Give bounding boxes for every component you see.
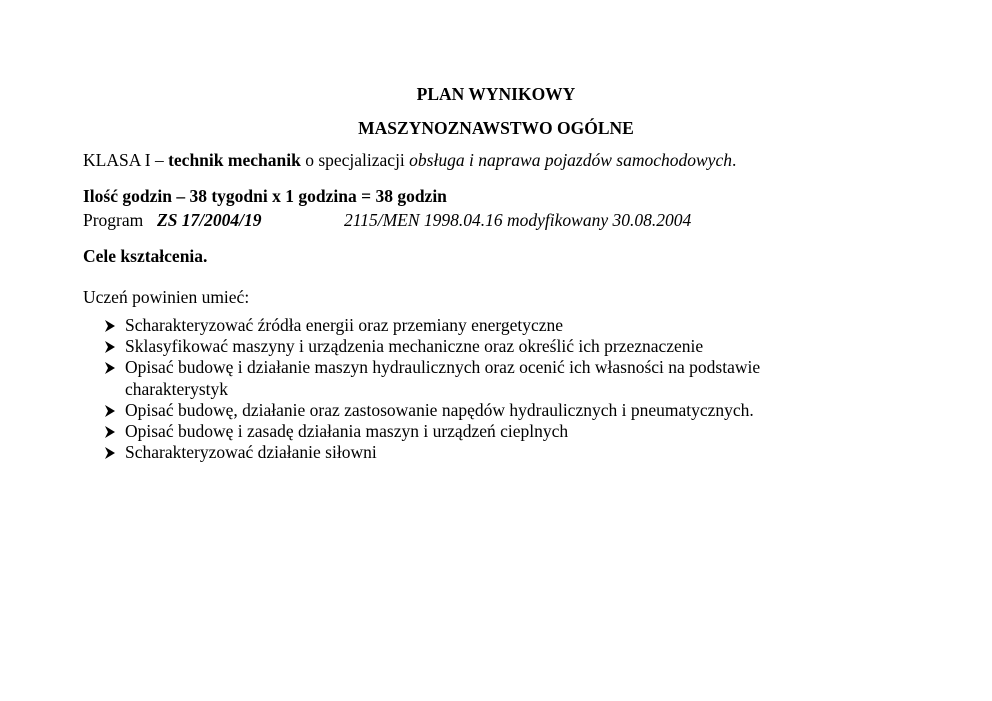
class-specialization: obsługa i naprawa pojazdów samochodowych: [409, 150, 732, 170]
list-item: [104, 421, 844, 442]
arrowhead-bullet-icon: [104, 315, 120, 336]
list-item: [104, 400, 844, 421]
goal-text: Scharakteryzować źródła energii oraz przemiany energetyczne: [125, 315, 564, 335]
class-middle: o specjalizacji: [300, 150, 410, 170]
arrowhead-bullet-icon: [104, 421, 120, 442]
program-label: Program: [83, 210, 144, 230]
list-item: [104, 336, 844, 357]
arrowhead-bullet-icon: [104, 336, 120, 357]
arrowhead-bullet-icon: [104, 357, 120, 378]
arrowhead-bullet-icon: [104, 400, 120, 421]
program-code: ZS 17/2004/19: [157, 210, 262, 230]
list-item: [104, 357, 844, 399]
arrowhead-bullet-icon: [104, 442, 120, 463]
list-item: [104, 442, 844, 463]
goal-text: Opisać budowę i zasadę działania maszyn i urządzeń cieplnych: [125, 421, 569, 442]
goal-text: Sklasyfikować maszyny i urządzenia mechaniczne oraz określić ich przeznaczenie: [125, 336, 704, 357]
class-suffix: .: [731, 150, 737, 170]
goals-list: [104, 315, 844, 463]
class-prefix: KLASA I –: [83, 150, 169, 170]
program-reference: 2115/MEN 1998.04.16 modyfikowany 30.08.2004: [344, 210, 692, 230]
goals-heading: Cele kształcenia.: [83, 246, 208, 266]
document-title: PLAN WYNIKOWY: [416, 84, 576, 104]
goal-text: Opisać budowę, działanie oraz zastosowanie napędów hydraulicznych i pneumatycznych.: [125, 399, 754, 420]
program-line: [83, 210, 692, 231]
goal-text: Opisać budowę i działanie maszyn hydraulicznych oraz ocenić ich własności na podstawie charakterystyk: [125, 357, 761, 399]
class-line: [83, 150, 736, 171]
class-profession: technik mechanik: [168, 150, 301, 170]
list-item: [104, 315, 844, 336]
goal-text: Scharakteryzować działanie siłowni: [125, 442, 377, 463]
goals-intro: Uczeń powinien umieć:: [83, 287, 250, 307]
document-subtitle: MASZYNOZNAWSTWO OGÓLNE: [358, 118, 634, 138]
hours-line: Ilość godzin – 38 tygodni x 1 godzina = 38 godzin: [83, 186, 447, 206]
